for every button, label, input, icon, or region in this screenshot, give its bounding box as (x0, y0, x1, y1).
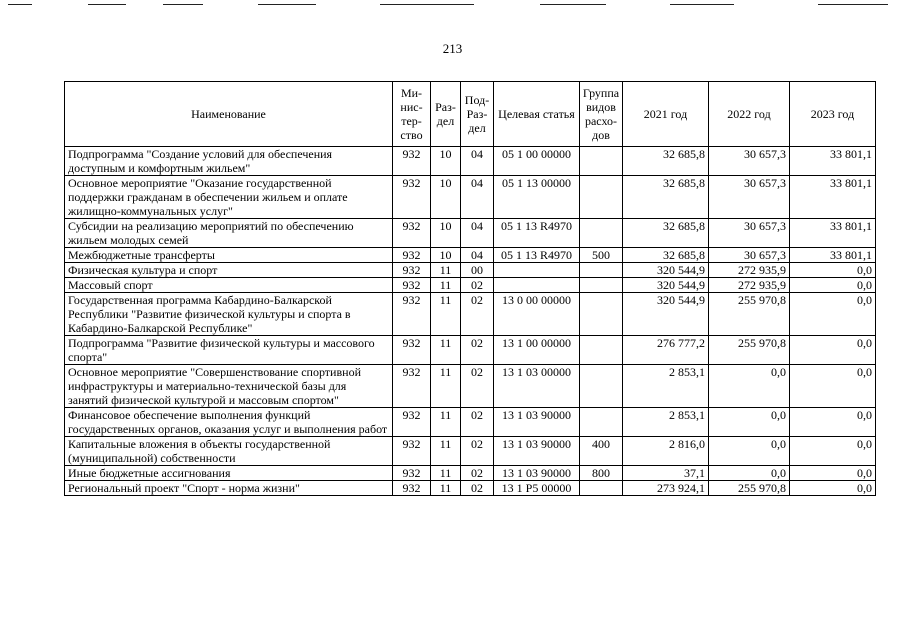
cell-2021: 2 853,1 (623, 408, 709, 437)
cell-subsection: 00 (461, 263, 494, 278)
cell-subsection: 02 (461, 481, 494, 496)
cell-group (580, 219, 623, 248)
cell-name: Межбюджетные трансферты (65, 248, 393, 263)
cell-section: 11 (431, 263, 461, 278)
table-row (65, 336, 876, 365)
cell-name: Субсидии на реализацию мероприятий по обеспечению жильем молодых семей (65, 219, 393, 248)
table-header-row (65, 82, 876, 147)
cell-ministry: 932 (393, 466, 431, 481)
cell-subsection: 04 (461, 147, 494, 176)
cell-ministry: 932 (393, 481, 431, 496)
cell-name: Подпрограмма "Создание условий для обеспечения доступным и комфортным жильем" (65, 147, 393, 176)
cell-2023: 33 801,1 (790, 248, 876, 263)
table-row (65, 263, 876, 278)
cell-target: 13 1 P5 00000 (494, 481, 580, 496)
cell-target: 05 1 00 00000 (494, 147, 580, 176)
cell-section: 11 (431, 336, 461, 365)
cell-group (580, 336, 623, 365)
cell-name: Иные бюджетные ассигнования (65, 466, 393, 481)
cell-group: 800 (580, 466, 623, 481)
cell-name: Подпрограмма "Развитие физической культуры и массового спорта" (65, 336, 393, 365)
cell-ministry: 932 (393, 293, 431, 336)
cell-section: 11 (431, 437, 461, 466)
cell-ministry: 932 (393, 219, 431, 248)
cell-2022: 255 970,8 (709, 293, 790, 336)
cell-ministry: 932 (393, 147, 431, 176)
cell-subsection: 04 (461, 176, 494, 219)
header-name: Наименование (65, 82, 393, 147)
table-row (65, 481, 876, 496)
cell-group: 500 (580, 248, 623, 263)
header-2021: 2021 год (623, 82, 709, 147)
cell-name: Основное мероприятие "Оказание государственной поддержки гражданам в обеспечении жильем и оплате жилищно-коммунальных услуг" (65, 176, 393, 219)
cell-subsection: 02 (461, 437, 494, 466)
table-row (65, 293, 876, 336)
cell-name: Региональный проект "Спорт - норма жизни" (65, 481, 393, 496)
scan-line (88, 4, 126, 5)
cell-name: Капитальные вложения в объекты государственной (муниципальной) собственности (65, 437, 393, 466)
cell-2022: 30 657,3 (709, 219, 790, 248)
cell-group: 400 (580, 437, 623, 466)
cell-2021: 276 777,2 (623, 336, 709, 365)
cell-subsection: 02 (461, 408, 494, 437)
cell-subsection: 02 (461, 365, 494, 408)
cell-subsection: 02 (461, 293, 494, 336)
cell-2021: 32 685,8 (623, 176, 709, 219)
cell-ministry: 932 (393, 365, 431, 408)
cell-section: 11 (431, 278, 461, 293)
cell-2021: 32 685,8 (623, 248, 709, 263)
header-subsection: Под-Раз-дел (461, 82, 494, 147)
cell-subsection: 04 (461, 248, 494, 263)
cell-target (494, 278, 580, 293)
cell-section: 10 (431, 147, 461, 176)
cell-ministry: 932 (393, 248, 431, 263)
cell-group (580, 263, 623, 278)
table-row (65, 147, 876, 176)
page-number: 213 (442, 41, 463, 56)
header-ministry: Ми-нис-тер-ство (393, 82, 431, 147)
cell-target: 05 1 13 00000 (494, 176, 580, 219)
cell-2021: 37,1 (623, 466, 709, 481)
header-2023: 2023 год (790, 82, 876, 147)
cell-group (580, 293, 623, 336)
scan-line (380, 4, 474, 5)
cell-2023: 0,0 (790, 263, 876, 278)
cell-2023: 33 801,1 (790, 176, 876, 219)
cell-2023: 0,0 (790, 278, 876, 293)
cell-2022: 30 657,3 (709, 248, 790, 263)
scan-line (258, 4, 316, 5)
cell-2022: 30 657,3 (709, 147, 790, 176)
cell-2023: 0,0 (790, 336, 876, 365)
cell-2023: 0,0 (790, 293, 876, 336)
cell-subsection: 04 (461, 219, 494, 248)
cell-2022: 0,0 (709, 408, 790, 437)
cell-2022: 0,0 (709, 365, 790, 408)
cell-group (580, 481, 623, 496)
cell-2021: 32 685,8 (623, 147, 709, 176)
cell-2022: 255 970,8 (709, 336, 790, 365)
scan-line (540, 4, 606, 5)
cell-2021: 2 816,0 (623, 437, 709, 466)
cell-2021: 320 544,9 (623, 293, 709, 336)
cell-name: Основное мероприятие "Совершенствование спортивной инфраструктуры и материально-технической базы для занятий физической культурой и массовым спортом" (65, 365, 393, 408)
table-row (65, 248, 876, 263)
scan-line (818, 4, 888, 5)
cell-2023: 33 801,1 (790, 147, 876, 176)
cell-2023: 0,0 (790, 466, 876, 481)
cell-section: 10 (431, 219, 461, 248)
cell-ministry: 932 (393, 176, 431, 219)
cell-ministry: 932 (393, 336, 431, 365)
cell-2021: 2 853,1 (623, 365, 709, 408)
cell-group (580, 365, 623, 408)
cell-target: 13 1 03 90000 (494, 437, 580, 466)
cell-2022: 0,0 (709, 466, 790, 481)
scan-line (8, 4, 32, 5)
cell-target (494, 263, 580, 278)
scan-line (670, 4, 734, 5)
cell-section: 10 (431, 248, 461, 263)
table-row (65, 408, 876, 437)
cell-2023: 0,0 (790, 408, 876, 437)
cell-section: 11 (431, 293, 461, 336)
cell-2022: 30 657,3 (709, 176, 790, 219)
cell-2021: 32 685,8 (623, 219, 709, 248)
cell-ministry: 932 (393, 437, 431, 466)
table-row (65, 278, 876, 293)
table-row (65, 437, 876, 466)
cell-section: 10 (431, 176, 461, 219)
cell-ministry: 932 (393, 263, 431, 278)
header-group: Группа видов расхо-дов (580, 82, 623, 147)
header-2022: 2022 год (709, 82, 790, 147)
cell-subsection: 02 (461, 336, 494, 365)
table-row (65, 176, 876, 219)
cell-name: Государственная программа Кабардино-Балкарской Республики "Развитие физической культуры и спорта в Кабардино-Балкарской Республике" (65, 293, 393, 336)
cell-2022: 272 935,9 (709, 278, 790, 293)
cell-target: 13 1 03 90000 (494, 408, 580, 437)
scan-line (163, 4, 203, 5)
cell-section: 11 (431, 466, 461, 481)
table-row (65, 466, 876, 481)
table-row (65, 365, 876, 408)
cell-section: 11 (431, 481, 461, 496)
cell-name: Физическая культура и спорт (65, 263, 393, 278)
cell-2022: 255 970,8 (709, 481, 790, 496)
cell-ministry: 932 (393, 278, 431, 293)
cell-subsection: 02 (461, 466, 494, 481)
cell-subsection: 02 (461, 278, 494, 293)
budget-table (64, 81, 876, 496)
cell-target: 13 0 00 00000 (494, 293, 580, 336)
cell-group (580, 176, 623, 219)
cell-target: 13 1 03 00000 (494, 365, 580, 408)
cell-section: 11 (431, 365, 461, 408)
cell-2023: 0,0 (790, 437, 876, 466)
cell-2022: 0,0 (709, 437, 790, 466)
cell-2021: 273 924,1 (623, 481, 709, 496)
cell-group (580, 278, 623, 293)
cell-target: 13 1 03 90000 (494, 466, 580, 481)
cell-ministry: 932 (393, 408, 431, 437)
cell-section: 11 (431, 408, 461, 437)
cell-group (580, 408, 623, 437)
cell-2022: 272 935,9 (709, 263, 790, 278)
cell-2021: 320 544,9 (623, 278, 709, 293)
cell-name: Финансовое обеспечение выполнения функций государственных органов, оказания услуг и выполнения работ (65, 408, 393, 437)
cell-2023: 0,0 (790, 365, 876, 408)
cell-target: 13 1 00 00000 (494, 336, 580, 365)
cell-2023: 0,0 (790, 481, 876, 496)
cell-target: 05 1 13 R4970 (494, 219, 580, 248)
cell-2021: 320 544,9 (623, 263, 709, 278)
header-target: Целевая статья (494, 82, 580, 147)
cell-name: Массовый спорт (65, 278, 393, 293)
cell-group (580, 147, 623, 176)
table-row (65, 219, 876, 248)
header-section: Раз-дел (431, 82, 461, 147)
cell-2023: 33 801,1 (790, 219, 876, 248)
cell-target: 05 1 13 R4970 (494, 248, 580, 263)
